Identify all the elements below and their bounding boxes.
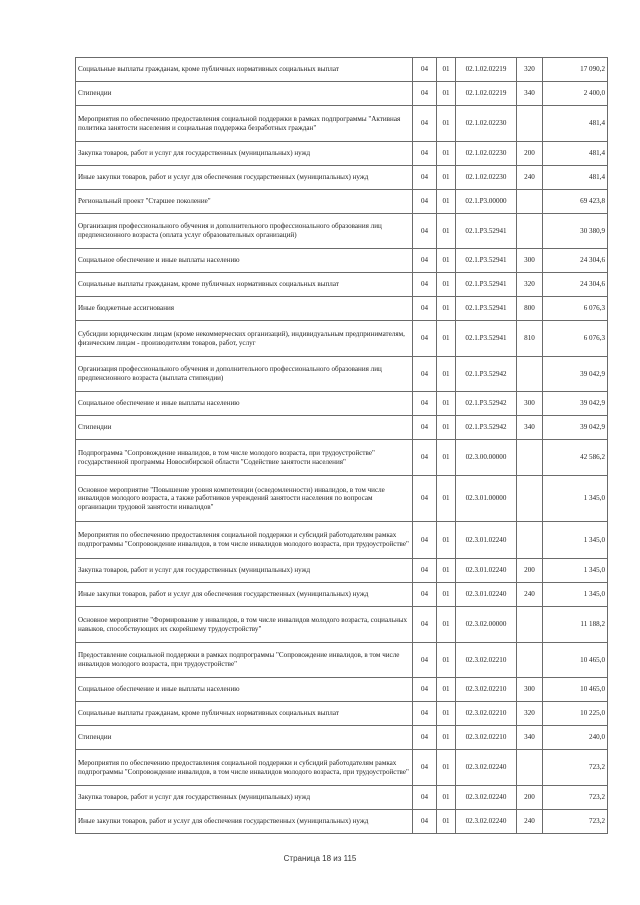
row-amount: 481,4 [543,166,608,190]
row-expense-type [517,106,543,142]
row-subsection: 01 [437,142,456,166]
row-section: 04 [413,106,437,142]
row-subsection: 01 [437,810,456,834]
row-name: Социальное обеспечение и иные выплаты населению [76,678,413,702]
row-expense-type [517,214,543,249]
row-name: Предоставление социальной поддержки в рамках подпрограммы "Сопровождение инвалидов, в том числе инвалидов молодого возраста, при трудоустройстве" [76,643,413,678]
row-section: 04 [413,522,437,559]
row-section: 04 [413,82,437,106]
row-subsection: 01 [437,522,456,559]
table-row [76,321,608,357]
row-name: Мероприятия по обеспечению предоставления социальной поддержки в рамках подпрограммы "Активная политика занятости населения и социальная поддержка безработных граждан" [76,106,413,142]
row-subsection: 01 [437,214,456,249]
table-row [76,82,608,106]
row-target-article: 02.3.02.02240 [456,810,517,834]
row-expense-type [517,643,543,678]
table-row [76,357,608,392]
row-section: 04 [413,166,437,190]
row-name: Социальные выплаты гражданам, кроме публичных нормативных социальных выплат [76,702,413,726]
row-target-article: 02.3.02.02210 [456,643,517,678]
row-expense-type [517,607,543,643]
row-target-article: 02.3.00.00000 [456,440,517,476]
row-target-article: 02.1.02.02230 [456,166,517,190]
table-row [76,643,608,678]
row-name: Стипендии [76,416,413,440]
table-row [76,166,608,190]
row-target-article: 02.3.02.02210 [456,726,517,750]
table-row [76,190,608,214]
row-section: 04 [413,643,437,678]
row-subsection: 01 [437,678,456,702]
row-amount: 24 304,6 [543,249,608,273]
row-section: 04 [413,810,437,834]
row-target-article: 02.3.01.02240 [456,583,517,607]
row-section: 04 [413,416,437,440]
row-section: 04 [413,559,437,583]
row-target-article: 02.3.02.02210 [456,678,517,702]
row-subsection: 01 [437,559,456,583]
row-expense-type: 320 [517,58,543,82]
row-name: Организация профессионального обучения и дополнительного профессионального образования лиц предпенсионного возраста (оплата услуг образовательных организаций) [76,214,413,249]
row-amount: 1 345,0 [543,559,608,583]
row-name: Стипендии [76,726,413,750]
row-target-article: 02.1.P3.52941 [456,297,517,321]
row-subsection: 01 [437,297,456,321]
row-target-article: 02.3.01.02240 [456,559,517,583]
row-target-article: 02.1.02.02219 [456,82,517,106]
row-name: Иные закупки товаров, работ и услуг для обеспечения государственных (муниципальных) нужд [76,166,413,190]
row-amount: 10 465,0 [543,678,608,702]
row-amount: 39 042,9 [543,357,608,392]
row-amount: 42 586,2 [543,440,608,476]
row-section: 04 [413,392,437,416]
row-name: Основное мероприятие "Повышение уровня компетенции (осведомленности) инвалидов, в том числе инвалидов молодого возраста, а также работников учреждений занятости населения по вопросам организации трудовой занятости инвалидов" [76,476,413,522]
row-amount: 481,4 [543,106,608,142]
row-expense-type: 340 [517,726,543,750]
row-name: Стипендии [76,82,413,106]
row-expense-type [517,357,543,392]
row-subsection: 01 [437,321,456,357]
table-row [76,726,608,750]
row-expense-type: 300 [517,678,543,702]
row-subsection: 01 [437,58,456,82]
row-section: 04 [413,214,437,249]
row-subsection: 01 [437,190,456,214]
table-row [76,273,608,297]
row-name: Субсидии юридическим лицам (кроме некоммерческих организаций), индивидуальным предпринимателям, физическим лицам - производителям товаров, работ, услуг [76,321,413,357]
row-amount: 6 076,3 [543,297,608,321]
row-subsection: 01 [437,607,456,643]
row-subsection: 01 [437,476,456,522]
row-name: Основное мероприятие "Формирование у инвалидов, в том числе инвалидов молодого возраста, социальных навыков, способствующих их скорейшему трудоустройству" [76,607,413,643]
row-section: 04 [413,321,437,357]
row-section: 04 [413,142,437,166]
table-row [76,106,608,142]
row-amount: 240,0 [543,726,608,750]
table-row [76,297,608,321]
row-subsection: 01 [437,166,456,190]
row-expense-type: 340 [517,82,543,106]
row-amount: 1 345,0 [543,522,608,559]
table-row [76,678,608,702]
row-amount: 39 042,9 [543,392,608,416]
row-amount: 481,4 [543,142,608,166]
row-expense-type: 240 [517,583,543,607]
row-name: Социальные выплаты гражданам, кроме публичных нормативных социальных выплат [76,273,413,297]
row-expense-type [517,476,543,522]
row-subsection: 01 [437,82,456,106]
row-target-article: 02.3.02.02240 [456,750,517,786]
row-section: 04 [413,786,437,810]
row-target-article: 02.3.02.02240 [456,786,517,810]
row-expense-type: 340 [517,416,543,440]
row-expense-type [517,750,543,786]
row-section: 04 [413,702,437,726]
row-name: Подпрограмма "Сопровождение инвалидов, в том числе молодого возраста, при трудоустройстве" государственной программы Новосибирской области "Содействие занятости населения" [76,440,413,476]
row-expense-type: 240 [517,166,543,190]
table-row [76,142,608,166]
row-target-article: 02.3.01.00000 [456,476,517,522]
row-amount: 24 304,6 [543,273,608,297]
row-expense-type: 240 [517,810,543,834]
row-subsection: 01 [437,726,456,750]
row-expense-type: 200 [517,559,543,583]
row-target-article: 02.3.02.00000 [456,607,517,643]
row-target-article: 02.1.02.02230 [456,142,517,166]
row-amount: 10 465,0 [543,643,608,678]
row-name: Мероприятия по обеспечению предоставления социальной поддержки и субсидий работодателям рамках подпрограммы "Сопровождение инвалидов, в том числе инвалидов молодого возраста, при трудоустройстве" [76,522,413,559]
row-name: Иные закупки товаров, работ и услуг для обеспечения государственных (муниципальных) нужд [76,810,413,834]
row-amount: 39 042,9 [543,416,608,440]
row-section: 04 [413,678,437,702]
row-section: 04 [413,583,437,607]
row-expense-type [517,522,543,559]
row-amount: 2 400,0 [543,82,608,106]
table-row [76,476,608,522]
page-number: Страница 18 из 115 [283,854,357,863]
row-subsection: 01 [437,643,456,678]
row-subsection: 01 [437,786,456,810]
row-section: 04 [413,750,437,786]
table-row [76,583,608,607]
row-section: 04 [413,607,437,643]
row-target-article: 02.1.02.02219 [456,58,517,82]
row-expense-type [517,190,543,214]
row-expense-type: 300 [517,392,543,416]
table-row [76,58,608,82]
row-amount: 69 423,8 [543,190,608,214]
row-amount: 1 345,0 [543,583,608,607]
row-subsection: 01 [437,106,456,142]
table-row [76,392,608,416]
row-name: Закупка товаров, работ и услуг для государственных (муниципальных) нужд [76,559,413,583]
row-subsection: 01 [437,357,456,392]
table-row [76,559,608,583]
table-row [76,607,608,643]
budget-table [75,57,608,834]
row-subsection: 01 [437,392,456,416]
row-subsection: 01 [437,416,456,440]
row-expense-type: 810 [517,321,543,357]
table-row [76,702,608,726]
row-name: Иные закупки товаров, работ и услуг для обеспечения государственных (муниципальных) нужд [76,583,413,607]
table-row [76,214,608,249]
row-expense-type: 800 [517,297,543,321]
row-subsection: 01 [437,249,456,273]
row-target-article: 02.1.02.02230 [456,106,517,142]
row-target-article: 02.1.P3.52941 [456,249,517,273]
row-subsection: 01 [437,583,456,607]
row-name: Социальные выплаты гражданам, кроме публичных нормативных социальных выплат [76,58,413,82]
row-name: Закупка товаров, работ и услуг для государственных (муниципальных) нужд [76,786,413,810]
row-target-article: 02.3.02.02210 [456,702,517,726]
row-target-article: 02.1.P3.52942 [456,392,517,416]
table-row [76,786,608,810]
row-name: Социальное обеспечение и иные выплаты населению [76,249,413,273]
row-section: 04 [413,297,437,321]
table-row [76,249,608,273]
row-target-article: 02.1.P3.52941 [456,214,517,249]
row-target-article: 02.3.01.02240 [456,522,517,559]
row-amount: 17 090,2 [543,58,608,82]
row-amount: 30 380,9 [543,214,608,249]
row-subsection: 01 [437,273,456,297]
row-name: Организация профессионального обучения и дополнительного профессионального образования лиц предпенсионного возраста (выплата стипендии) [76,357,413,392]
row-amount: 723,2 [543,810,608,834]
row-section: 04 [413,726,437,750]
row-name: Региональный проект "Старшее поколение" [76,190,413,214]
row-target-article: 02.1.P3.52941 [456,273,517,297]
row-section: 04 [413,273,437,297]
row-section: 04 [413,357,437,392]
row-amount: 723,2 [543,750,608,786]
table-row [76,750,608,786]
row-amount: 723,2 [543,786,608,810]
row-target-article: 02.1.P3.52941 [456,321,517,357]
row-amount: 1 345,0 [543,476,608,522]
row-section: 04 [413,476,437,522]
row-amount: 10 225,0 [543,702,608,726]
row-target-article: 02.1.P3.00000 [456,190,517,214]
row-expense-type: 200 [517,142,543,166]
row-target-article: 02.1.P3.52942 [456,357,517,392]
row-name: Иные бюджетные ассигнования [76,297,413,321]
row-amount: 6 076,3 [543,321,608,357]
row-name: Социальное обеспечение и иные выплаты населению [76,392,413,416]
row-section: 04 [413,58,437,82]
row-subsection: 01 [437,702,456,726]
row-section: 04 [413,249,437,273]
budget-table-body [76,58,608,834]
row-expense-type: 320 [517,273,543,297]
row-name: Закупка товаров, работ и услуг для государственных (муниципальных) нужд [76,142,413,166]
row-section: 04 [413,190,437,214]
table-row [76,522,608,559]
row-target-article: 02.1.P3.52942 [456,416,517,440]
row-subsection: 01 [437,750,456,786]
table-row [76,416,608,440]
row-expense-type [517,440,543,476]
row-section: 04 [413,440,437,476]
row-expense-type: 320 [517,702,543,726]
table-row [76,810,608,834]
row-expense-type: 200 [517,786,543,810]
row-expense-type: 300 [517,249,543,273]
row-subsection: 01 [437,440,456,476]
row-amount: 11 188,2 [543,607,608,643]
row-name: Мероприятия по обеспечению предоставления социальной поддержки и субсидий работодателям рамках подпрограммы "Сопровождение инвалидов, в том числе инвалидов молодого возраста, при трудоустройстве" [76,750,413,786]
table-row [76,440,608,476]
